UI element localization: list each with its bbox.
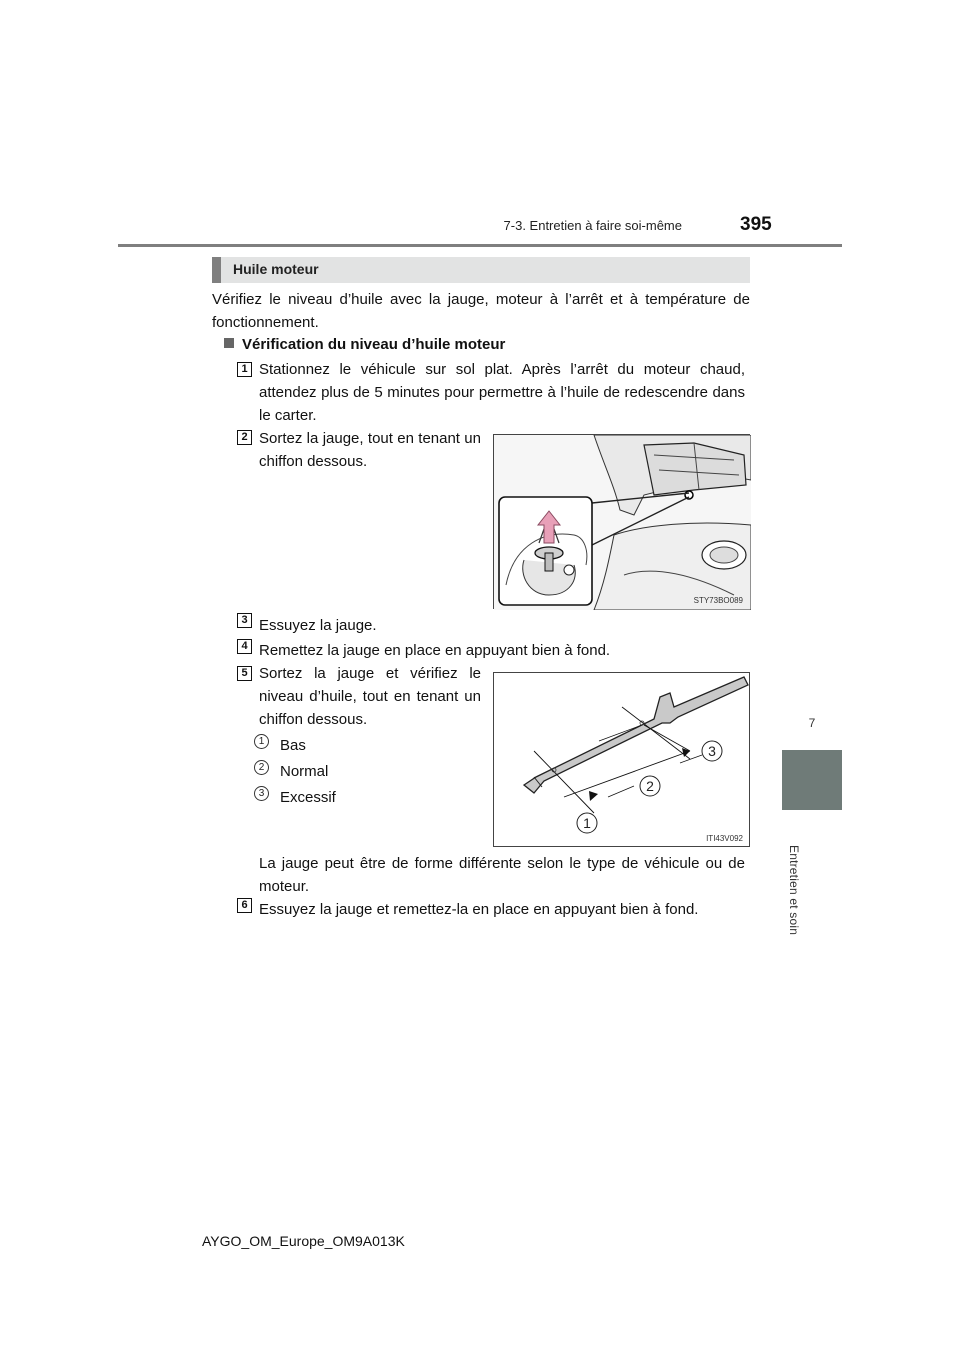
step-text-5: Sortez la jauge et vérifiez le niveau d’huile, tout en tenant un chiffon dessous. [259,665,481,728]
step-text-6: Essuyez la jauge et remettez-la en place en appuyant bien à fond. [259,901,699,918]
step-number-1: 1 [237,362,252,377]
header-section-title: 7-3. Entretien à faire soi-même [503,218,682,233]
section-title: Huile moteur [233,261,319,277]
step-number-5: 5 [237,666,252,681]
section-title-bar [212,257,750,283]
step-text-3: Essuyez la jauge. [259,617,377,634]
legend-label-3: Excessif [280,789,336,806]
callout-3: 3 [708,743,716,759]
chapter-number: 7 [808,716,816,730]
legend-label-1: Bas [280,737,306,754]
legend-number-2: 2 [254,760,269,775]
chapter-label: Entretien et soin [787,845,801,936]
dipstick-figure-code: ITI43V092 [706,834,743,843]
section-intro: Vérifiez le niveau d’huile avec la jauge, moteur à l’arrêt et à température de fonctionnement. [212,291,750,331]
square-bullet-icon [224,338,234,348]
legend-label-2: Normal [280,763,329,780]
page-number: 395 [740,214,772,235]
footer-doc-id: AYGO_OM_Europe_OM9A013K [202,1233,405,1249]
dipstick-illustration [494,673,751,848]
subsection-heading [224,336,505,353]
subsection-title: Vérification du niveau d’huile moteur [242,336,506,353]
header-rule [118,244,842,247]
callout-2: 2 [646,778,654,794]
step-text-4: Remettez la jauge en place en appuyant bien à fond. [259,642,611,659]
legend-number-3: 3 [254,786,269,801]
chapter-tab [782,750,842,810]
step-number-4: 4 [237,639,252,654]
step-number-3: 3 [237,613,252,628]
callout-1: 1 [583,815,591,831]
step-text-1: Stationnez le véhicule sur sol plat. Après l’arrêt du moteur chaud, attendez plus de 5 minutes pour permettre à l’huile de redescendre dans le carter. [259,361,745,424]
step-text-2: Sortez la jauge, tout en tenant un chiffon dessous. [259,430,481,470]
engine-illustration [494,435,751,610]
dipstick-figure [493,672,750,847]
legend-number-1: 1 [254,734,269,749]
step-number-6: 6 [237,898,252,913]
engine-figure-code: STY73BO089 [693,596,743,605]
engine-figure [493,434,750,609]
note-text: La jauge peut être de forme différente selon le type de véhicule ou de moteur. [259,855,745,895]
step-number-2: 2 [237,430,252,445]
